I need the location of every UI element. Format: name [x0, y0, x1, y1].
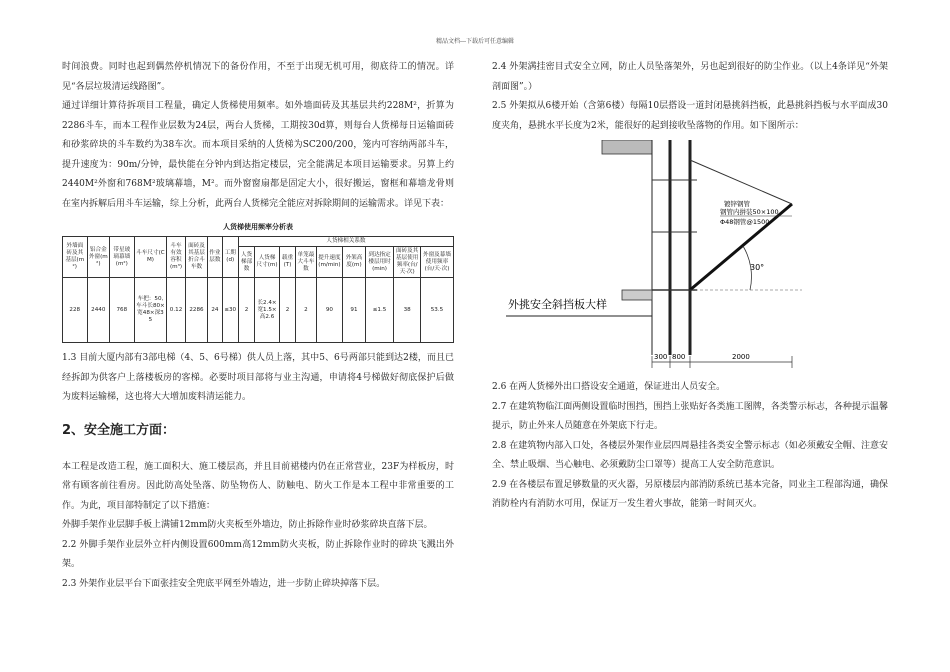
lower-slab — [622, 290, 652, 300]
table-cell: 2 — [279, 278, 295, 343]
paragraph: 2.2 外脚手架作业层外立杆内侧设置600mm高12mm防火夹板，防止拆除作业时的碎块飞溅出外架。 — [62, 539, 454, 569]
table-header: 外窗及幕墙使用频率(台/天·次) — [420, 247, 453, 278]
paragraph: 1.3 目前大厦内部有3部电梯（4、5、6号梯）供人员上落，其中5、6号两部只能到达2楼，而且已经拆卸为供客户上落楼板房的客梯。必要时项目部将与业主沟通，申请将4号梯做好彻底保护后做为废料运输梯，这也将大大增加废料清运能力。 — [62, 353, 454, 402]
table-cell: 长2.4×宽1.5×高2.6 — [255, 278, 280, 343]
paragraph: 本工程是改造工程，施工面积大、施工楼层高，并且目前裙楼内仍在正常营业，23F为样板房，时常有顾客前往看房。因此防高处坠落、防坠物伤人、防触电、防火工作是本工程中非常重要的工作。为此，项目部特制定了以下措施： — [62, 461, 454, 511]
table-cell: 2 — [238, 278, 254, 343]
table-row — [63, 278, 454, 343]
table-header: 提升速度(m/min) — [316, 247, 343, 278]
table-header: 人货梯尺寸(m) — [255, 247, 280, 278]
table-cell: 车把：50,车斗长80×宽48×深35 — [134, 278, 167, 343]
table-header: 人货梯部数 — [238, 247, 254, 278]
table-cell: 2286 — [185, 278, 208, 343]
table-header: 外架高度(m) — [343, 247, 366, 278]
table-header: 铝合金外窗(m²) — [87, 237, 110, 278]
table-cell: 38 — [394, 278, 421, 343]
paragraph: 通过详细计算待拆项目工程量，确定人货梯使用频率。如外墙面砖及其基层共约228M²，折算为2286斗车，而本工程作业层数为24层，两台人货梯，工期按30d算，则每台人货梯每日运输面砖和砂浆碎块的斗车数约为38车次。而本项目采纳的人货梯为SC200/200，笼内可容纳两部斗车，提升速度为：90m/分钟，最快能在分钟内到达指定楼层，完全能满足本项目运输要求。另算上约2440M²外窗和768M²玻璃幕墙，M²。而外窗窗扇都是固定大小，很好搬运，窗框和幕墙龙骨则在室内拆解后用斗车运输，综上分析，此两台人货梯完全能应对拆除期间的运输需求。详见下表： — [62, 101, 454, 209]
paragraph: 2.9 在各楼层布置足够数量的灭火器，另原楼层内部消防系统已基本完备，同业主工程部沟通，确保消防栓内有消防水可用，保证万一发生着火事故，能第一时间灭火。 — [492, 479, 888, 509]
table-cell: 0.12 — [167, 278, 185, 343]
table-header: 面砖及其基层折合斗车数 — [185, 237, 208, 278]
paragraph: 2.5 外架拟从6楼开始（含第6楼）每隔10层搭设一道封闭悬挑斜挡板，此悬挑斜挡板与水平面成30度夹角，悬挑水平长度为2米，能很好的起到接收坠落物的作用。如下图所示： — [492, 101, 888, 131]
label-spacing: Φ48钢管@1500 — [720, 218, 770, 226]
cantilever-baffle-diagram — [492, 140, 888, 372]
table-header: 载重(T) — [279, 247, 295, 278]
table-cell: 228 — [63, 278, 88, 343]
table-cell: 768 — [110, 278, 135, 343]
label-pipe: 镀锌钢管 — [724, 200, 750, 208]
table-header: 单笼最大斗车数 — [296, 247, 316, 278]
table-header: 到达指定楼层用时(min) — [365, 247, 394, 278]
table-cell: ≤30 — [222, 278, 238, 343]
paragraph: 2.6 在两人货梯外出口搭设安全通道，保证进出人员安全。 — [492, 382, 726, 392]
table-header: 斗车有效容积(m³) — [167, 237, 185, 278]
left-column — [62, 58, 454, 594]
dimension-label: 2000 — [732, 353, 750, 361]
paragraph: 2.3 外架作业层平台下面张挂安全兜底平网至外墙边，进一步防止碎块掉落下层。 — [62, 578, 386, 589]
table-header: 作业层数 — [208, 237, 222, 278]
header-note: 精品文档---下载后可任意编辑 — [435, 38, 515, 45]
table-cell: 91 — [343, 278, 366, 343]
table-cell: 24 — [208, 278, 222, 343]
table-cell: 53.5 — [420, 278, 453, 343]
paragraph: 时间浪费。同时也起到偶然停机情况下的备份作用，不至于出现无机可用，彻底待工的情况。详见“各层垃圾清运线路图”。 — [62, 62, 454, 92]
table-cell: 90 — [316, 278, 343, 343]
paragraph: 外脚手架作业层脚手板上满铺12mm防火夹板至外墙边，防止拆除作业时砂浆碎块直落下层。 — [62, 520, 433, 530]
frequency-table — [62, 236, 454, 343]
paragraph: 2.7 在建筑物临江面两侧设置临时围挡，围挡上张贴好各类施工图牌，各类警示标志，各种提示温馨提示，防止外来人员随意在外架底下行走。 — [492, 401, 888, 431]
inclined-baffle — [690, 204, 792, 290]
table-group-header: 人货梯相关系数 — [238, 237, 453, 247]
table-cell: 2440 — [87, 278, 110, 343]
paragraph: 2.8 在建筑物内部入口处，各楼层外架作业层四周悬挂各类安全警示标志（如必须戴安全帽、注意安全、禁止吸烟、当心触电、必须戴防尘口罩等）提高工人安全防范意识。 — [492, 440, 888, 470]
table-header: 工期(d) — [222, 237, 238, 278]
table-header: 带星玻璃幕墙(m²) — [110, 237, 135, 278]
table-header: 面砖及其基层使用频率(台/天·次) — [394, 247, 421, 278]
table-title: 人货梯使用频率分析表 — [223, 223, 293, 231]
section-title: 2、安全施工方面： — [62, 422, 176, 438]
right-column — [492, 58, 888, 515]
paragraph: 2.4 外架满挂密目式安全立网，防止人员坠落架外，另也起到很好的防尘作业。（以上4条详见“外架剖面图”。） — [492, 62, 888, 92]
table-cell: 2 — [296, 278, 316, 343]
tie-bar — [690, 160, 792, 204]
angle-label: 30° — [750, 263, 765, 272]
table-header: 外墙面砖及其基层(m²) — [63, 237, 88, 278]
floor-slab — [602, 140, 652, 154]
diagram-drawing — [492, 140, 888, 372]
diagram-caption: 外挑安全斜挡板大样 — [508, 298, 607, 311]
dimension-label: 800 — [672, 353, 686, 361]
table-header: 斗车尺寸(CM) — [134, 237, 167, 278]
dimension-label: 300 — [654, 353, 668, 361]
table-cell: ≤1.5 — [365, 278, 394, 343]
label-board: 钢管内拼装50×100 — [720, 208, 779, 216]
